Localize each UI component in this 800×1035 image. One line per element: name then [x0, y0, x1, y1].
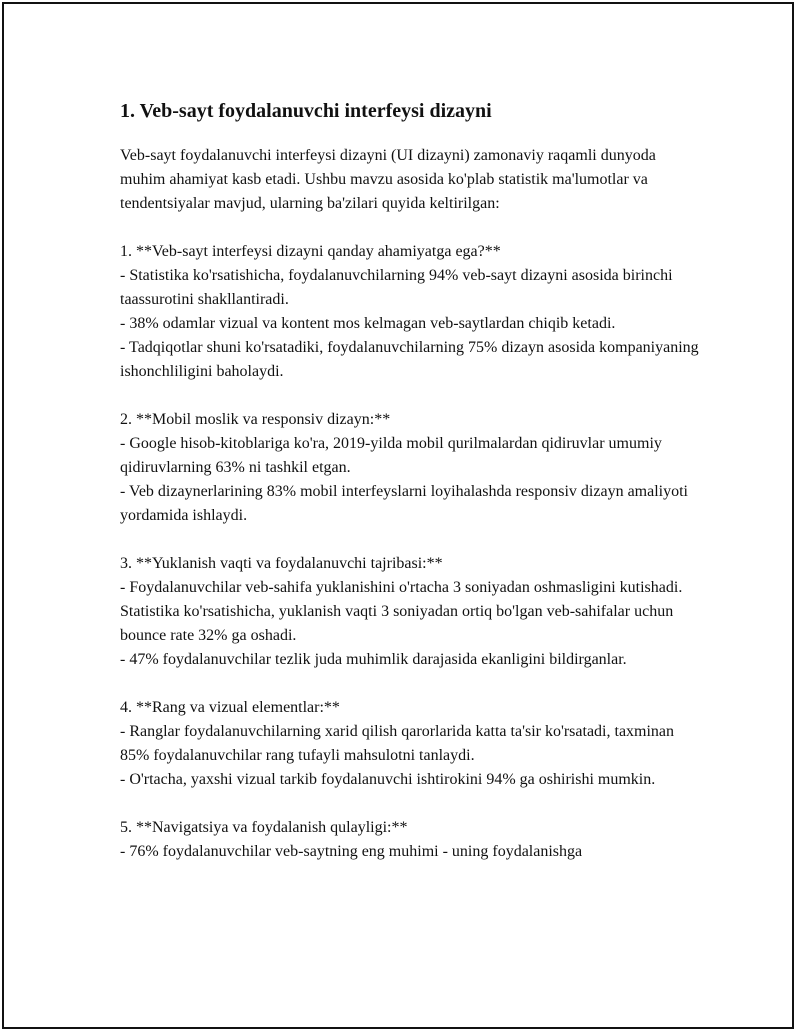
section-body: - 76% foydalanuvchilar veb-saytning eng muhimi - uning foydalanishga	[120, 843, 583, 860]
section-body: - Ranglar foydalanuvchilarning xarid qilish qarorlarida katta ta'sir ko'rsatadi, taxminan 85% foydalanuvchilar rang tufayli mahsulotni tanlaydi. - O'rtacha, yaxshi vizual tarkib foydalanuvchi ishtirokini 94% ga oshirishi mumkin.	[120, 723, 675, 788]
section-3	[120, 552, 700, 672]
document-content	[120, 98, 700, 864]
section-body: - Google hisob-kitoblariga ko'ra, 2019-yilda mobil qurilmalardan qidiruvlar umumiy qidiruvlarning 63% ni tashkil etgan. - Veb dizaynerlarining 83% mobil interfeyslarni loyihalashda responsiv dizayn amaliyoti yordamida ishlaydi.	[120, 435, 688, 524]
section-heading: 4. **Rang va vizual elementlar:**	[120, 699, 340, 716]
document-page	[2, 2, 794, 1029]
section-body: - Foydalanuvchilar veb-sahifa yuklanishini o'rtacha 3 soniyadan oshmasligini kutishadi. Statistika ko'rsatishicha, yuklanish vaqti 3 soniyadan ortiq bo'lgan veb-sahifalar uchun bounce rate 32% ga oshadi. - 47% foydalanuvchilar tezlik juda muhimlik darajasida ekanligini bildirganlar.	[120, 579, 683, 668]
section-heading: 1. **Veb-sayt interfeysi dizayni qanday ahamiyatga ega?**	[120, 243, 501, 260]
section-heading: 3. **Yuklanish vaqti va foydalanuvchi tajribasi:**	[120, 555, 443, 572]
section-heading: 5. **Navigatsiya va foydalanish qulayligi:**	[120, 819, 408, 836]
section-5	[120, 816, 700, 864]
intro-paragraph: Veb-sayt foydalanuvchi interfeysi dizayni (UI dizayni) zamonaviy raqamli dunyoda muhim ahamiyat kasb etadi. Ushbu mavzu asosida ko'plab statistik ma'lumotlar va tendentsiyalar mavjud, ularning ba'zilari quyida keltirilgan:	[120, 147, 656, 212]
section-2	[120, 408, 700, 528]
section-1	[120, 240, 700, 384]
document-title: 1. Veb-sayt foydalanuvchi interfeysi dizayni	[120, 100, 492, 122]
section-heading: 2. **Mobil moslik va responsiv dizayn:**	[120, 411, 391, 428]
section-body: - Statistika ko'rsatishicha, foydalanuvchilarning 94% veb-sayt dizayni asosida birinchi taassurotini shakllantiradi. - 38% odamlar vizual va kontent mos kelmagan veb-saytlardan chiqib ketadi. - Tadqiqotlar shuni ko'rsatadiki, foydalanuvchilarning 75% dizayn asosida kompaniyaning ishonchliligini baholaydi.	[120, 267, 699, 380]
section-4	[120, 696, 700, 792]
